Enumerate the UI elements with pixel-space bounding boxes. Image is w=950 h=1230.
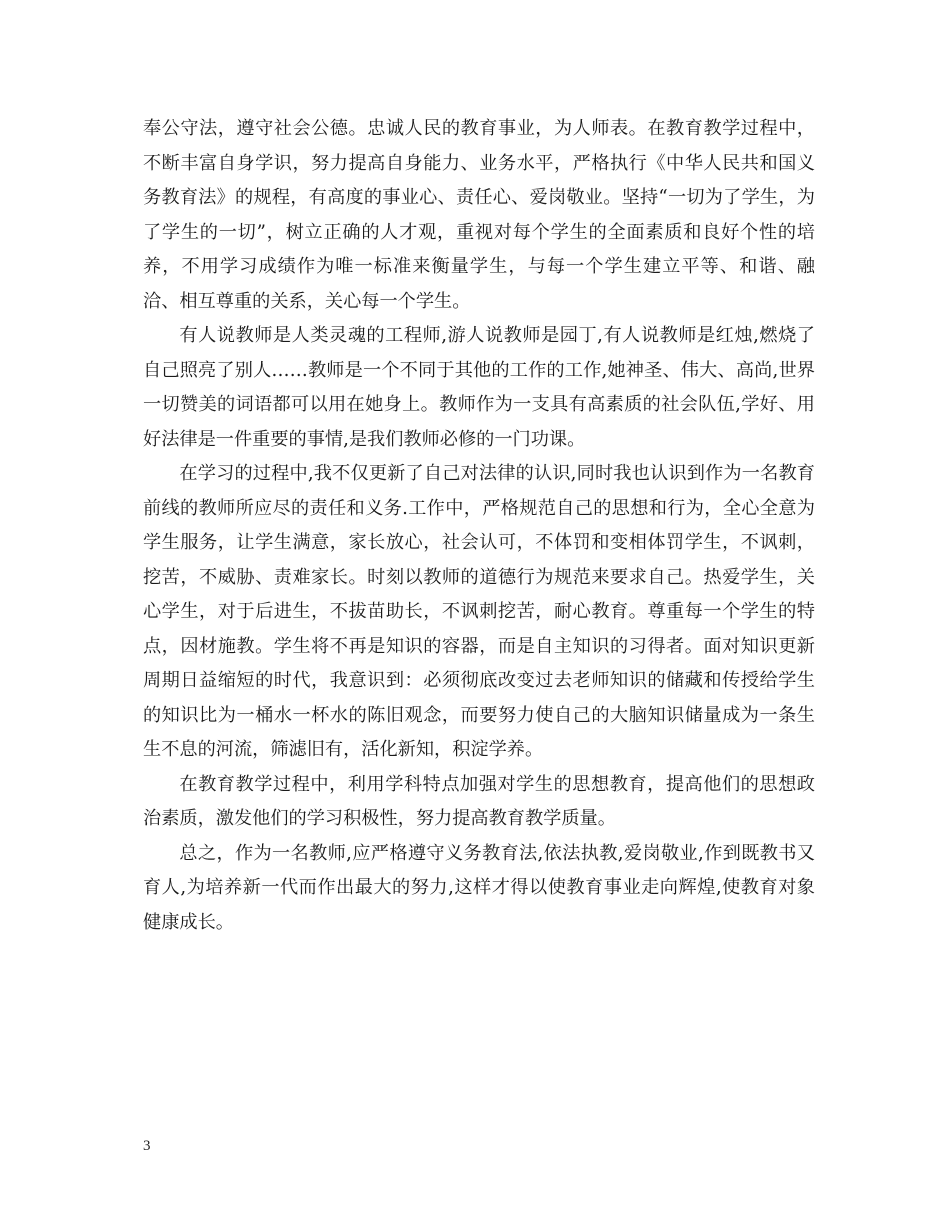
paragraph-3: 在学习的过程中,我不仅更新了自己对法律的认识,同时我也认识到作为一名教育前线的教师所应尽的责任和义务.工作中，严格规范自己的思想和行为，全心全意为学生服务，让学生满意，家长放心，社会认可，不体罚和变相体罚学生，不讽刺，挖苦，不威胁、责难家长。时刻以教师的道德行为规范来要求自己。热爱学生，关心学生，对于后进生，不拔苗助长，不讽刺挖苦，耐心教育。尊重每一个学生的特点，因材施教。学生将不再是知识的容器，而是自主知识的习得者。面对知识更新周期日益缩短的时代，我意识到：必须彻底改变过去老师知识的储藏和传授给学生的知识比为一桶水一杯水的陈旧观念，而要努力使自己的大脑知识储量成为一条生生不息的河流，筛滤旧有，活化新知，积淀学养。 [143,463,815,760]
document-body [143,112,815,940]
paragraph-5: 总之，作为一名教师,应严格遵守义务教育法,依法执教,爱岗敬业,作到既教书又育人,为培养新一代而作出最大的努力,这样才得以使教育事业走向辉煌,使教育对象健康成长。 [143,842,815,933]
paragraph-2: 有人说教师是人类灵魂的工程师,游人说教师是园丁,有人说教师是红烛,燃烧了自己照亮了别人……教师是一个不同于其他的工作的工作,她神圣、伟大、高尚,世界一切赞美的词语都可以用在她身上。教师作为一支具有高素质的社会队伍,学好、用好法律是一件重要的事情,是我们教师必修的一门功课。 [143,325,815,450]
paragraph-4: 在教育教学过程中，利用学科特点加强对学生的思想教育，提高他们的思想政治素质，激发他们的学习积极性，努力提高教育教学质量。 [143,773,815,829]
paragraph-1: 奉公守法，遵守社会公德。忠诚人民的教育事业，为人师表。在教育教学过程中，不断丰富自身学识，努力提高自身能力、业务水平，严格执行《中华人民共和国义务教育法》的规程，有高度的事业心、责任心、爱岗敬业。坚持“一切为了学生，为了学生的一切”，树立正确的人才观，重视对每个学生的全面素质和良好个性的培养，不用学习成绩作为唯一标准来衡量学生，与每一个学生建立平等、和谐、融洽、相互尊重的关系，关心每一个学生。 [143,118,815,312]
page-number: 3 [143,1138,151,1154]
